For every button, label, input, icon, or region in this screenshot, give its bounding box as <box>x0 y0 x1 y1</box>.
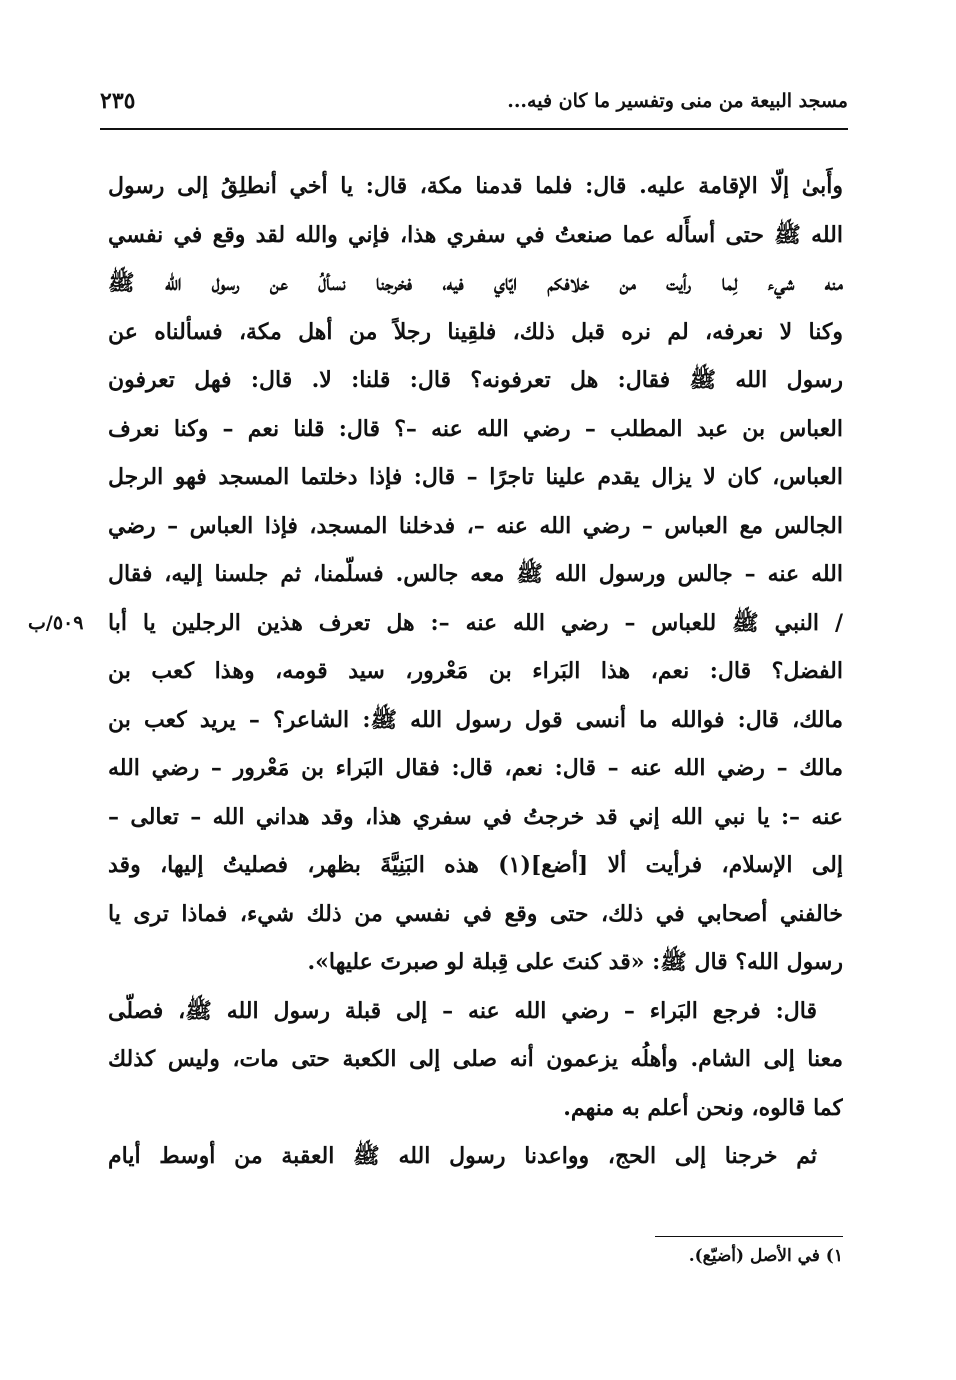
text-line: الفضل؟ قال: نعم، هذا البَراء بن مَعْرور، سيد قومه، وهذا كعب بن <box>108 658 843 684</box>
main-text <box>108 162 843 1181</box>
text-line: مالك – رضي الله عنه – قال: نعم، قال: فقال البَراء بن مَعْرور – رضي الله <box>108 755 843 781</box>
text-line: العباس، كان لا يزال يقدم علينا تاجرًا – قال: فإذا دخلتما المسجد فهو الرجل <box>108 464 843 490</box>
text-line: الله عنه – جالس ورسول الله ﷺ معه جالس. فسلّمنا، ثم جلسنا إليه، فقال <box>108 561 843 587</box>
text-line: عنه –: يا نبي الله إني قد خرجتُ في سفري هذا، وقد هداني الله – تعالى – <box>108 803 843 830</box>
paragraph-start-line: قال: فرجع البَراء – رضي الله عنه – إلى قبلة رسول الله ﷺ، فصلّى <box>108 997 817 1024</box>
text-line: العباس بن عبد المطلب – رضي الله عنه –؟ قال: قلنا نعم – وكنا نعرف <box>108 415 843 442</box>
footnote-rule <box>655 1236 843 1237</box>
text-line: رسول الله ﷺ فقال: هل تعرفونه؟ قال: قلنا: لا. قال: فهل تعرفون <box>108 367 843 393</box>
text-line: منه شيء لِما رأيت من خلافكم ايّاي فيه، فخرجنا نسألُ عن رسول الله ﷺ <box>108 270 843 296</box>
text-line: رسول الله؟ قال ﷺ: «قد كنتَ على قِبلة لو صبرتَ عليها». <box>307 949 843 975</box>
manuscript-folio-note: ٥٠٩/ب <box>28 612 84 634</box>
text-line: وكنا لا نعرفه، لم نره قبل ذلك، فلقِينا رجلاً من أهل مكة، فسألناه عن <box>108 318 843 345</box>
text-line: / النبي ﷺ للعباس – رضي الله عنه –: هل تعرف هذين الرجلين يا أبا <box>108 609 843 636</box>
text-line: كما قالوه، ونحن أعلم به منهم. <box>563 1094 843 1121</box>
header-rule <box>100 128 848 130</box>
text-line: إلى الإسلام، فرأيت ألا [أضع](١) هذه البَنِيَّةَ بظهر، فصليتُ إليها، وقد <box>108 852 843 878</box>
text-line: خالفني أصحابي في ذلك، حتى وقع في نفسي من ذلك شيء، فماذا ترى يا <box>108 900 843 927</box>
running-header <box>100 82 848 122</box>
page-number: ٢٣٥ <box>100 88 136 114</box>
text-line: معنا إلى الشام. وأهلُه يزعمون أنه صلى إلى الكعبة حتى مات، وليس كذلك <box>108 1046 843 1072</box>
footnote: ١) في الأصل (أضيّع). <box>688 1246 843 1266</box>
text-line: الله ﷺ حتى أسأَله عما صنعتُ في سفري هذا، فإني والله لقد وقع في نفسي <box>108 221 843 248</box>
text-line: مالك، قال: فوالله ما أنسى قول رسول الله ﷺ: الشاعر؟ – يريد كعب بن <box>108 706 843 733</box>
text-line: الجالس مع العباس – رضي الله عنه –، فدخلنا المسجد، فإذا العباس – رضي <box>108 512 843 539</box>
running-title: مسجد البيعة من منى وتفسير ما كان فيه... <box>507 90 848 112</box>
paragraph-start-line: ثم خرجنا إلى الحج، وواعدنا رسول الله ﷺ العقبة من أوسط أيام <box>108 1143 817 1169</box>
text-line: وأَبىٰ إلّا الإقامة عليه. قال: فلما قدمنا مكة، قال: يا أخي أنطلِقُ إلى رسول <box>108 173 843 199</box>
